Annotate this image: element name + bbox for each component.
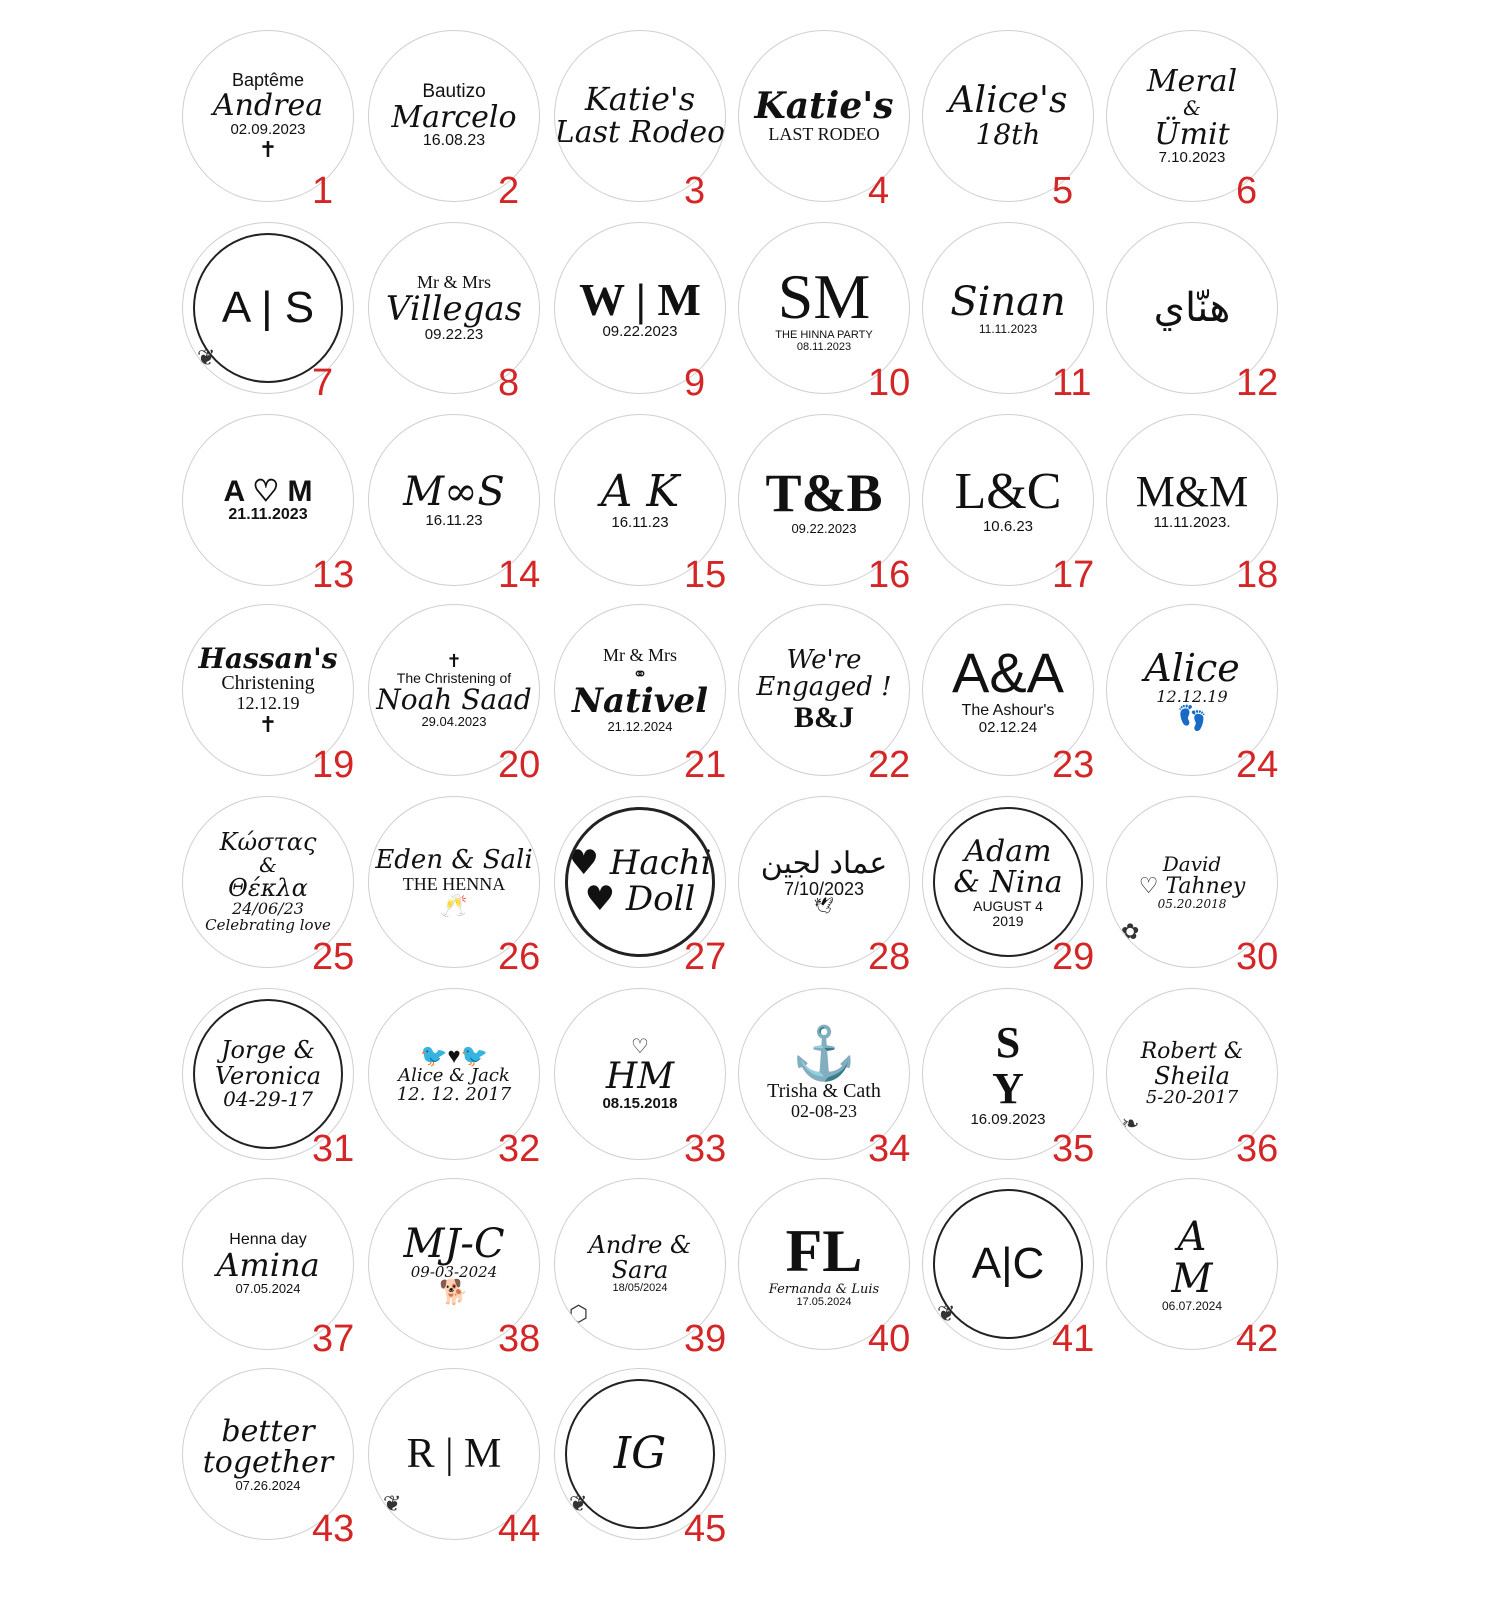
badge-text-line: Nativel xyxy=(571,681,709,722)
badge-text-line: 12.12.19 xyxy=(1156,686,1228,706)
badge-text-line: 06.07.2024 xyxy=(1161,1298,1223,1313)
badge-text-line: Sinan xyxy=(950,278,1066,325)
badge-text-line: 5-20-2017 xyxy=(1145,1086,1239,1108)
badge-text-line: 21.12.2024 xyxy=(607,718,673,734)
badge-text-line: A&A xyxy=(951,641,1065,705)
badge-text-line: Hassan's xyxy=(198,641,338,675)
design-number-label: 19 xyxy=(312,744,355,786)
badge-text-line: SM xyxy=(777,260,871,332)
design-number-label: 41 xyxy=(1052,1318,1095,1360)
badge-text-line: 08.15.2018 xyxy=(602,1094,678,1112)
badge-text-line: 02.09.2023 xyxy=(230,120,306,138)
badge-text-line: Noah Saad xyxy=(376,683,532,717)
badge-text-line: 09.22.2023 xyxy=(602,323,678,341)
badge-text-line: 17.05.2024 xyxy=(796,1295,852,1308)
badge-text-line: 18th xyxy=(975,118,1041,152)
design-number-label: 36 xyxy=(1236,1128,1279,1170)
design-number-label: 21 xyxy=(684,744,727,786)
badge-text-line: Alice & Jack xyxy=(398,1064,510,1086)
badge-text-line: M&M xyxy=(1135,467,1249,517)
badge-text-line: & xyxy=(1183,95,1201,120)
design-number-label: 30 xyxy=(1236,936,1279,978)
badge-text-line: FL xyxy=(785,1217,863,1284)
badge-text-line: R | M xyxy=(406,1430,502,1477)
design-number-label: 9 xyxy=(684,362,706,404)
badge-text-line: Henna day xyxy=(229,1230,307,1248)
badge-text-line: Y xyxy=(992,1064,1024,1114)
design-number-label: 38 xyxy=(498,1318,541,1360)
floral-ornament-icon: ❧ xyxy=(1121,1112,1140,1137)
design-number-label: 40 xyxy=(868,1318,911,1360)
design-number-label: 8 xyxy=(498,362,520,404)
badge-text-line: ♥ Hachi xyxy=(568,843,712,884)
design-number-label: 24 xyxy=(1236,744,1279,786)
badge-text-line: ♡ xyxy=(631,1035,649,1058)
badge-text-line: Fernanda & Luis xyxy=(768,1281,880,1297)
badge-text-line: Sheila xyxy=(1154,1061,1230,1090)
badge-text-line: 09.22.2023 xyxy=(791,520,857,536)
badge-text-line: THE HENNA xyxy=(402,873,506,894)
design-number-label: 7 xyxy=(312,362,334,404)
badge-text-line: ✝ xyxy=(258,136,278,162)
badge-text-line: Last Rodeo xyxy=(554,115,726,151)
design-number-label: 42 xyxy=(1236,1318,1279,1360)
design-number-label: 29 xyxy=(1052,936,1095,978)
design-number-label: 35 xyxy=(1052,1128,1095,1170)
design-number-label: 18 xyxy=(1236,554,1279,596)
badge-text-line: Robert & xyxy=(1140,1039,1244,1065)
badge-text-line: Andre & xyxy=(588,1231,692,1260)
floral-ornament-icon: ❦ xyxy=(383,1492,402,1517)
badge-text-line: We're xyxy=(786,644,862,675)
badge-text-line: Meral xyxy=(1146,64,1238,100)
badge-text-line: Veronica xyxy=(214,1061,322,1090)
badge-text-line: IG xyxy=(613,1427,667,1479)
design-number-label: 14 xyxy=(498,554,541,596)
badge-text-line: 🐕 xyxy=(439,1279,469,1307)
design-number-label: 10 xyxy=(868,362,911,404)
badge-text-line: M xyxy=(1171,1255,1213,1302)
badge-text-line: هنّاي xyxy=(1153,286,1231,330)
badge-text-line: 16.11.23 xyxy=(425,512,483,530)
floral-ornament-icon: ❦ xyxy=(937,1302,956,1327)
badge-text-line: The Christening of xyxy=(396,669,512,686)
badge-text-line: 05.20.2018 xyxy=(1157,896,1227,911)
badge-text-line: 7.10.2023 xyxy=(1158,149,1226,167)
badge-text-line: LAST RODEO xyxy=(768,124,880,145)
badge-text-line: Sara xyxy=(611,1256,669,1285)
badge-text-line: Mr & Mrs xyxy=(416,271,491,292)
badge-text-line: M∞S xyxy=(403,469,505,516)
badge-text-line: 10.6.23 xyxy=(982,518,1034,536)
badge-text-line: Engaged ! xyxy=(756,672,892,703)
design-number-label: 23 xyxy=(1052,744,1095,786)
design-number-label: 5 xyxy=(1052,170,1074,212)
badge-text-line: A ♡ M xyxy=(223,474,313,508)
badge-text-line: 16.08.23 xyxy=(422,132,486,150)
badge-text-line: Adam xyxy=(964,833,1052,869)
design-number-label: 37 xyxy=(312,1318,355,1360)
badge-text-line: Christening xyxy=(221,672,315,695)
badge-text-line: ✝ xyxy=(258,712,278,738)
design-number-label: 27 xyxy=(684,936,727,978)
badge-text-line: 11.11.2023. xyxy=(1153,514,1231,532)
badge-text-line: & Nina xyxy=(953,865,1063,901)
badge-text-line: The Ashour's xyxy=(961,702,1055,720)
badge-text-line: 11.11.2023 xyxy=(978,321,1038,336)
design-number-label: 26 xyxy=(498,936,541,978)
badge-text-line: 04-29-17 xyxy=(223,1086,313,1111)
badge-text-line: 02-08-23 xyxy=(791,1101,857,1122)
badge-text-line: W | M xyxy=(579,273,701,325)
badge-text-line: 2019 xyxy=(992,912,1024,929)
design-number-label: 3 xyxy=(684,170,706,212)
badge-text-line: David xyxy=(1162,851,1222,876)
design-number-label: 44 xyxy=(498,1508,541,1550)
badge-text-line: 16.11.23 xyxy=(611,514,669,532)
badge-text-line: Mr & Mrs xyxy=(602,645,677,666)
design-number-label: 15 xyxy=(684,554,727,596)
badge-text-line: Amina xyxy=(216,1245,320,1284)
floral-ornament-icon: ❦ xyxy=(569,1492,588,1517)
badge-text-line: Villegas xyxy=(385,288,523,329)
badge-text-line: A|C xyxy=(971,1238,1045,1288)
badge-text-line: Ümit xyxy=(1154,116,1230,152)
badge-text-line: THE HINNA PARTY xyxy=(775,329,873,342)
design-number-label: 20 xyxy=(498,744,541,786)
badge-text-line: A xyxy=(1177,1213,1207,1260)
badge-text-line: ⚭ xyxy=(632,664,648,685)
badge-text-line: Katie's xyxy=(584,80,696,119)
badge-text-line: L&C xyxy=(954,462,1062,520)
badge-text-line: 🕊 xyxy=(813,897,835,915)
badge-text-line: 12. 12. 2017 xyxy=(396,1083,512,1105)
badge-text-line: together xyxy=(202,1445,334,1481)
badge-text-line: Trisha & Cath xyxy=(767,1080,881,1103)
badge-text-line: 12.12.19 xyxy=(236,693,300,714)
design-number-label: 43 xyxy=(312,1508,355,1550)
badge-text-line: 7/10/2023 xyxy=(783,878,865,899)
badge-text-line: Alice's xyxy=(948,80,1068,122)
design-number-label: 45 xyxy=(684,1508,727,1550)
badge-text-line: Eden & Sali xyxy=(375,845,533,876)
badge-text-line: 21.11.2023 xyxy=(228,506,308,524)
badge-text-line: B&J xyxy=(794,700,854,734)
badge-text-line: 07.26.2024 xyxy=(235,1477,301,1493)
badge-text-line: 🐦♥🐦 xyxy=(420,1042,488,1068)
floral-ornament-icon: ✿ xyxy=(1121,920,1140,945)
design-number-label: 31 xyxy=(312,1128,355,1170)
badge-text-line: & xyxy=(259,853,277,878)
badge-text-line: ✝ xyxy=(446,650,462,671)
badge-text-line: Bautizo xyxy=(422,80,486,102)
design-number-label: 11 xyxy=(1052,362,1092,404)
badge-text-line: MJ-C xyxy=(403,1220,505,1267)
badge-text-line: 16.09.2023 xyxy=(970,1111,1046,1129)
design-number-label: 16 xyxy=(868,554,911,596)
badge-text-line: ⚓ xyxy=(791,1024,857,1083)
badge-text-line: AUGUST 4 xyxy=(973,897,1043,914)
badge-text-line: Θέκλα xyxy=(228,874,308,903)
badge-text-line: 🥂 xyxy=(440,892,468,918)
design-number-label: 17 xyxy=(1052,554,1095,596)
badge-text-line: Celebrating love xyxy=(205,916,331,935)
badge-text-line: A K xyxy=(600,466,680,518)
design-number-label: 33 xyxy=(684,1128,727,1170)
badge-text-line: ♥ Doll xyxy=(584,879,696,919)
design-number-label: 22 xyxy=(868,744,911,786)
badge-text-line: Alice xyxy=(1144,646,1240,691)
design-number-label: 25 xyxy=(312,936,355,978)
badge-text-line: Jorge & xyxy=(220,1036,316,1065)
design-number-label: 1 xyxy=(312,170,334,212)
badge-text-line: Marcelo xyxy=(391,99,517,135)
badge-text-line: 24/06/23 xyxy=(232,899,304,919)
design-number-label: 32 xyxy=(498,1128,541,1170)
badge-text-line: 07.05.2024 xyxy=(235,1281,301,1297)
badge-text-line: better xyxy=(221,1413,315,1449)
badge-text-line: عماد لجين xyxy=(760,847,888,881)
badge-text-line: ♡ Tahney xyxy=(1138,873,1246,899)
badge-text-line: 18/05/2024 xyxy=(612,1282,668,1295)
badge-text-line: A | S xyxy=(221,282,315,332)
badge-text-line: 👣 xyxy=(1177,704,1207,732)
design-number-label: 34 xyxy=(868,1128,911,1170)
design-number-label: 13 xyxy=(312,554,355,596)
design-number-label: 12 xyxy=(1236,362,1279,404)
design-number-label: 2 xyxy=(498,170,520,212)
badge-text-line: 02.12.24 xyxy=(978,718,1038,736)
design-number-label: 6 xyxy=(1236,170,1258,212)
badge-text-line: 29.04.2023 xyxy=(421,713,487,729)
badge-text-line: 09.22.23 xyxy=(424,326,484,344)
badge-text-line: S xyxy=(995,1017,1021,1067)
badge-text-line: T&B xyxy=(765,462,883,523)
badge-text-line: 09-03-2024 xyxy=(410,1262,498,1281)
badge-text-line: Andrea xyxy=(212,88,324,124)
floral-ornament-icon: ❦ xyxy=(197,346,216,371)
badge-text-line: Κώστας xyxy=(219,828,317,857)
badge-text-line: 08.11.2023 xyxy=(796,340,852,353)
badge-text-line: Katie's xyxy=(754,84,894,127)
floral-ornament-icon: ⬡ xyxy=(569,1302,589,1327)
design-number-label: 28 xyxy=(868,936,911,978)
design-number-label: 39 xyxy=(684,1318,727,1360)
badge-text-line: Baptême xyxy=(231,70,305,91)
badge-text-line: HM xyxy=(605,1055,675,1097)
design-number-label: 4 xyxy=(868,170,890,212)
